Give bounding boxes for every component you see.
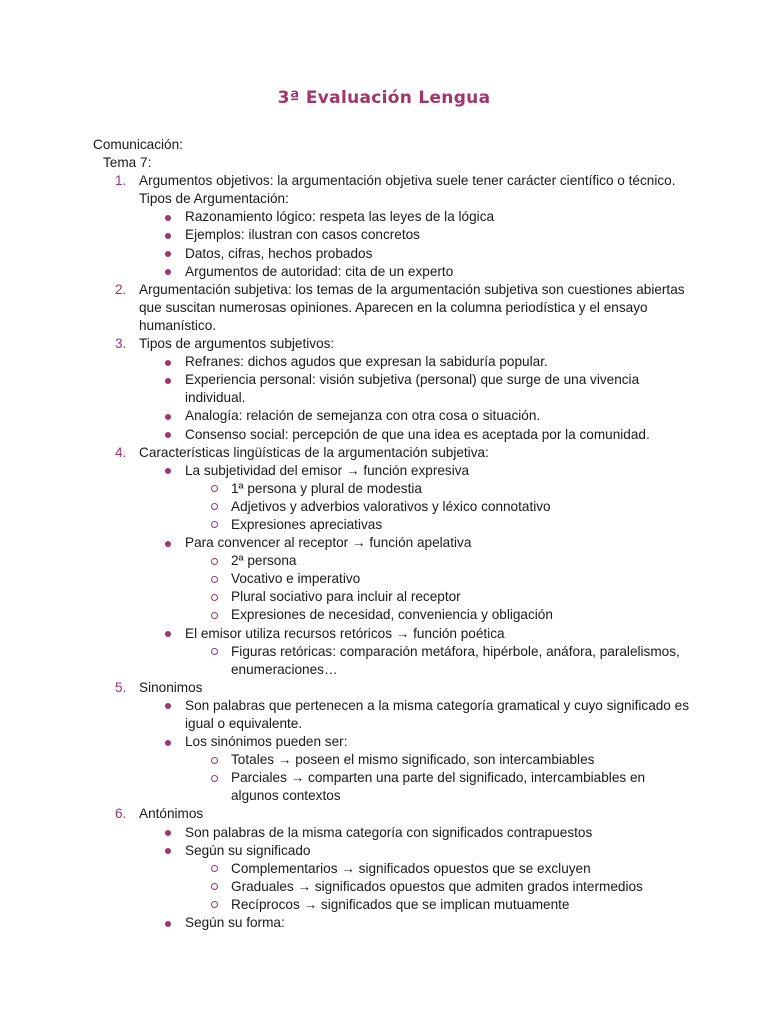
sub-bullet-list (185, 643, 693, 679)
bullet-item (139, 697, 693, 733)
sub-bullet-item (185, 570, 693, 588)
bullet-item-text: Ejemplos: ilustran con casos concretos (185, 227, 420, 243)
sub-bullet-item-text: 1ª persona y plural de modestia (231, 480, 422, 496)
sub-bullet-list (185, 751, 693, 805)
bullet-item-text: Razonamiento lógico: respeta las leyes de la lógica (185, 209, 495, 225)
sub-bullet-item-text: 2ª persona (231, 553, 297, 569)
hollow-circle-icon (211, 883, 218, 890)
sub-bullet-item-text: Complementarios → significados opuestos que se excluyen (231, 860, 591, 876)
sub-bullet-item-text: Figuras retóricas: comparación metáfora, hipérbole, anáfora, paralelismos, enumeraciones… (231, 643, 680, 677)
sub-bullet-item (185, 751, 693, 769)
hollow-circle-icon (211, 594, 218, 601)
hollow-circle-icon (211, 558, 218, 565)
hollow-circle-icon (211, 612, 218, 619)
list-item (93, 679, 693, 806)
list-item-number: 2. (115, 281, 127, 297)
bullet-item (139, 407, 693, 425)
sub-bullet-item-text: Totales → poseen el mismo significado, son intercambiables (231, 752, 595, 768)
list-item-number: 5. (115, 679, 127, 695)
bullet-item-text: Datos, cifras, hechos probados (185, 245, 373, 261)
bullet-dot-icon (165, 468, 171, 474)
bullet-item (139, 426, 693, 444)
list-item-text: Antónimos (139, 806, 204, 822)
list-item-text: Argumentos objetivos: la argumentación objetiva suele tener carácter científico o técnico. Tipos de Argumentación: (139, 173, 676, 207)
bullet-item (139, 263, 693, 281)
numbered-list (93, 172, 693, 932)
bullet-item (139, 245, 693, 263)
list-item (93, 444, 693, 679)
bullet-item-text: Los sinónimos pueden ser: (185, 734, 348, 750)
bullet-dot-icon (165, 233, 171, 239)
list-item (93, 172, 693, 281)
bullet-dot-icon (165, 631, 171, 637)
bullet-dot-icon (165, 740, 171, 746)
hollow-circle-icon (211, 865, 218, 872)
bullet-dot-icon (165, 269, 171, 275)
bullet-list (139, 462, 693, 679)
sub-bullet-item-text: Plural sociativo para incluir al receptor (231, 589, 461, 605)
list-item-text: Argumentación subjetiva: los temas de la argumentación subjetiva son cuestiones abiertas que suscitan numerosas opiniones. Aparecen en la columna periodística y el ensayo humanístico. (139, 281, 685, 333)
bullet-item (139, 625, 693, 679)
sub-bullet-item (185, 643, 693, 679)
bullet-dot-icon (165, 432, 171, 438)
bullet-item-text: Analogía: relación de semejanza con otra cosa o situación. (185, 408, 541, 424)
sub-bullet-item-text: Graduales → significados opuestos que admiten grados intermedios (231, 878, 643, 894)
bullet-item-text: El emisor utiliza recursos retóricos → función poética (185, 625, 505, 641)
bullet-item (139, 733, 693, 805)
bullet-item-text: Experiencia personal: visión subjetiva (personal) que surge de una vivencia individual. (185, 372, 640, 406)
bullet-list (139, 353, 693, 443)
list-item (93, 805, 693, 932)
list-item (93, 281, 693, 335)
hollow-circle-icon (211, 757, 218, 764)
sub-bullet-item-text: Recíprocos → significados que se implican mutuamente (231, 896, 570, 912)
sub-bullet-item-text: Vocativo e imperativo (231, 571, 361, 587)
sub-bullet-item (185, 516, 693, 534)
sub-bullet-item (185, 896, 693, 914)
hollow-circle-icon (211, 648, 218, 655)
bullet-item (139, 534, 693, 624)
bullet-item (139, 226, 693, 244)
bullet-item (139, 371, 693, 407)
hollow-circle-icon (211, 521, 218, 528)
bullet-dot-icon (165, 921, 171, 927)
bullet-dot-icon (165, 215, 171, 221)
sub-bullet-item-text: Adjetivos y adverbios valorativos y léxico connotativo (231, 498, 551, 514)
hollow-circle-icon (211, 775, 218, 782)
list-item-number: 1. (115, 173, 127, 189)
document-title: 3ª Evaluación Lengua (277, 88, 491, 108)
bullet-item-text: Para convencer al receptor → función apelativa (185, 535, 472, 551)
bullet-item (139, 914, 693, 932)
bullet-item-text: Son palabras que pertenecen a la misma categoría gramatical y cuyo significado es igual o equivalente. (185, 697, 690, 731)
bullet-item (139, 353, 693, 371)
list-item (93, 335, 693, 444)
topic-heading: Tema 7: (103, 155, 152, 171)
bullet-dot-icon (165, 848, 171, 854)
bullet-item-text: Consenso social: percepción de que una idea es aceptada por la comunidad. (185, 426, 650, 442)
bullet-item-text: Según su forma: (185, 915, 285, 931)
bullet-item (139, 842, 693, 914)
sub-bullet-item (185, 480, 693, 498)
bullet-dot-icon (165, 830, 171, 836)
sub-bullet-list (185, 480, 693, 534)
bullet-dot-icon (165, 378, 171, 384)
bullet-item-text: Refranes: dichos agudos que expresan la sabiduría popular. (185, 354, 548, 370)
document-body (93, 136, 693, 932)
sub-bullet-item (185, 769, 693, 805)
list-item-number: 6. (115, 806, 127, 822)
list-item-text: Tipos de argumentos subjetivos: (139, 336, 335, 352)
section-heading: Comunicación: (93, 137, 183, 152)
list-item-number: 3. (115, 336, 127, 352)
bullet-dot-icon (165, 703, 171, 709)
hollow-circle-icon (211, 503, 218, 510)
bullet-list (139, 208, 693, 280)
bullet-item-text: Según su significado (185, 842, 311, 858)
sub-bullet-item (185, 860, 693, 878)
hollow-circle-icon (211, 576, 218, 583)
sub-bullet-item-text: Parciales → comparten una parte del significado, intercambiables en algunos contextos (231, 770, 646, 804)
bullet-dot-icon (165, 414, 171, 420)
sub-bullet-item (185, 588, 693, 606)
bullet-list (139, 697, 693, 806)
bullet-item-text: La subjetividad del emisor → función expresiva (185, 462, 470, 478)
hollow-circle-icon (211, 485, 218, 492)
bullet-dot-icon (165, 360, 171, 366)
sub-bullet-item-text: Expresiones de necesidad, conveniencia y obligación (231, 607, 553, 623)
list-item-text: Sinonimos (139, 679, 203, 695)
sub-bullet-item (185, 606, 693, 624)
bullet-item (139, 824, 693, 842)
sub-bullet-item (185, 498, 693, 516)
sub-bullet-item (185, 552, 693, 570)
bullet-item (139, 462, 693, 534)
sub-bullet-list (185, 552, 693, 624)
bullet-dot-icon (165, 541, 171, 547)
sub-bullet-item (185, 878, 693, 896)
bullet-dot-icon (165, 251, 171, 257)
sub-bullet-item-text: Expresiones apreciativas (231, 516, 383, 532)
hollow-circle-icon (211, 901, 218, 908)
sub-bullet-list (185, 860, 693, 914)
bullet-item-text: Argumentos de autoridad: cita de un experto (185, 263, 454, 279)
bullet-list (139, 824, 693, 933)
list-item-number: 4. (115, 444, 127, 460)
bullet-item-text: Son palabras de la misma categoría con significados contrapuestos (185, 824, 593, 840)
bullet-item (139, 208, 693, 226)
list-item-text: Características lingüísticas de la argumentación subjetiva: (139, 444, 489, 460)
